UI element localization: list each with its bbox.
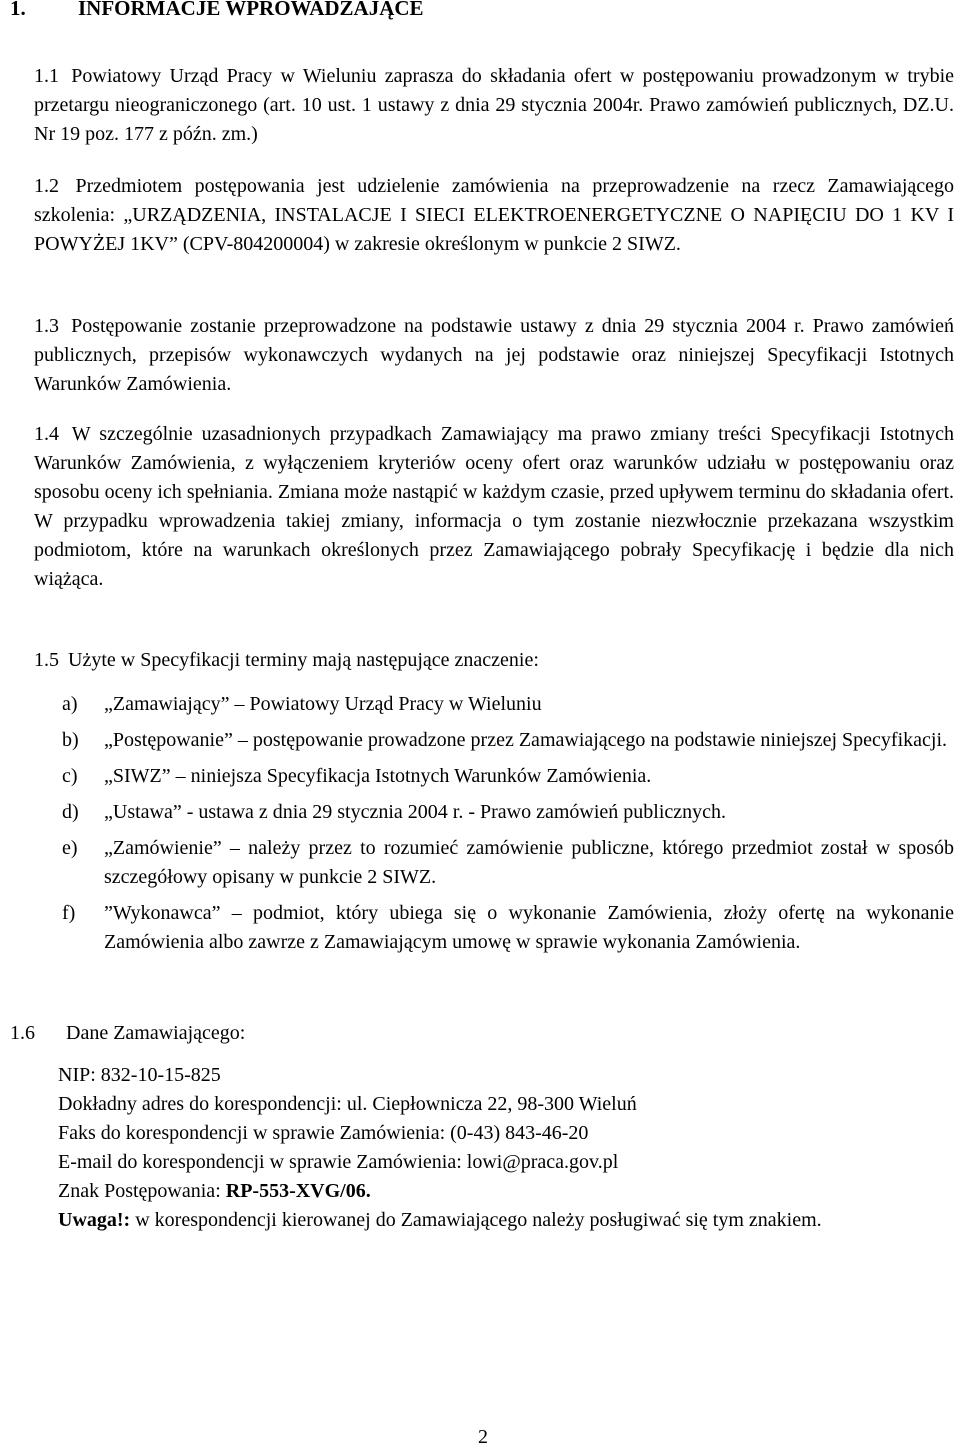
paragraph-text: Powiatowy Urząd Pracy w Wieluniu zaprasza do składania ofert w postępowaniu prowadzonym w trybie przetargu nieograniczonego (art. 10 ust. 1 ustawy z dnia 29 stycznia 2004r. Prawo zamówień publicznych, DZ.U. Nr 19 poz. 177 z późn. zm.): [34, 65, 955, 145]
note-line: [58, 1206, 954, 1235]
page-number: 2: [478, 1426, 488, 1448]
address-line: Dokładny adres do korespondencji: ul. Ciepłownicza 22, 98-300 Wieluń: [58, 1093, 637, 1115]
list-item: [62, 690, 954, 719]
list-item-letter: a): [62, 693, 78, 715]
list-item-text: „Postępowanie” – postępowanie prowadzone przez Zamawiającego na podstawie niniejszej Specyfikacji.: [104, 729, 948, 751]
paragraph-number: 1.3: [34, 315, 59, 337]
paragraph-1-6: [10, 1019, 245, 1048]
list-item: [62, 798, 954, 827]
paragraph-1-4: [34, 420, 954, 594]
list-item-text: „Ustawa” - ustawa z dnia 29 stycznia 2004 r. - Prawo zamówień publicznych.: [104, 801, 727, 823]
paragraph-1-3: [34, 312, 954, 399]
paragraph-number: 1.4: [34, 423, 59, 445]
note-text: w korespondencji kierowanej do Zamawiającego należy posługiwać się tym znakiem.: [130, 1209, 822, 1231]
section-heading: [10, 0, 424, 23]
list-item-letter: c): [62, 765, 78, 787]
list-item-text: „Zamówienie” – należy przez to rozumieć zamówienie publiczne, którego przedmiot został w sposób szczegółowy opisany w punkcie 2 SIWZ.: [104, 837, 954, 888]
heading-title: INFORMACJE WPROWADZAJĄCE: [78, 0, 424, 20]
list-item-letter: e): [62, 837, 78, 859]
list-item-letter: f): [62, 902, 76, 924]
list-item: [62, 834, 954, 892]
list-item: [62, 726, 954, 755]
definitions-list: [62, 690, 954, 964]
list-item: [62, 899, 954, 957]
list-item-text: „SIWZ” – niniejsza Specyfikacja Istotnych Warunków Zamówienia.: [104, 765, 652, 787]
list-item-text: ”Wykonawca” – podmiot, który ubiega się o wykonanie Zamówienia, złoży ofertę na wykonanie Zamówienia albo zawrze z Zamawiającym umowę w sprawie wykonania Zamówienia.: [104, 902, 954, 953]
list-item: [62, 762, 954, 791]
procedure-sign-line: [58, 1177, 954, 1206]
paragraph-number: 1.6: [10, 1022, 35, 1044]
paragraph-text: Przedmiotem postępowania jest udzielenie zamówienia na przeprowadzenie na rzecz Zamawiającego szkolenia: „URZĄDZENIA, INSTALACJE I SIECI ELEKTROENERGETYCZNE O NAPIĘCIU DO 1 KV I POWYŻEJ 1KV” (CPV-804200004) w zakresie określonym w punkcie 2 SIWZ.: [34, 175, 955, 255]
list-item-text: „Zamawiający” – Powiatowy Urząd Pracy w Wieluniu: [104, 693, 542, 715]
procedure-sign-value: RP-553-XVG/06.: [225, 1180, 371, 1202]
paragraph-number: 1.1: [34, 65, 59, 87]
nip-line: NIP: 832-10-15-825: [58, 1064, 221, 1086]
list-item-letter: b): [62, 729, 79, 751]
email-line: E-mail do korespondencji w sprawie Zamówienia: lowi@praca.gov.pl: [58, 1151, 619, 1173]
paragraph-text: Postępowanie zostanie przeprowadzone na podstawie ustawy z dnia 29 stycznia 2004 r. Prawo zamówień publicznych, przepisów wykonawczych wydanych na jej podstawie oraz niniejszej Specyfikacji Istotnych Warunków Zamówienia.: [34, 315, 955, 395]
procedure-sign-label: Znak Postępowania:: [58, 1180, 226, 1202]
paragraph-text: Dane Zamawiającego:: [66, 1022, 246, 1044]
fax-line: Faks do korespondencji w sprawie Zamówienia: (0-43) 843-46-20: [58, 1122, 589, 1144]
paragraph-1-2: [34, 172, 954, 259]
paragraph-1-1: [34, 62, 954, 149]
paragraph-text: W szczególnie uzasadnionych przypadkach Zamawiający ma prawo zmiany treści Specyfikacji Istotnych Warunków Zamówienia, z wyłączeniem kryteriów oceny ofert oraz warunków udziału w postępowaniu oraz sposobu oceny ich spełniania. Zmiana może nastąpić w każdym czasie, przed upływem terminu do składania ofert. W przypadku wprowadzenia takiej zmiany, informacja o tym zostanie niezwłocznie przekazana wszystkim podmiotom, które na warunkach określonych przez Zamawiającego pobrały Specyfikację i będzie dla nich wiążąca.: [34, 423, 954, 590]
paragraph-number: 1.2: [34, 175, 59, 197]
note-label: Uwaga!:: [58, 1209, 131, 1231]
contact-details: [58, 1061, 954, 1235]
paragraph-1-5: [34, 646, 954, 675]
paragraph-text: Użyte w Specyfikacji terminy mają następujące znaczenie:: [68, 649, 539, 671]
paragraph-number: 1.5: [34, 649, 59, 671]
heading-number: 1.: [10, 0, 26, 20]
list-item-letter: d): [62, 801, 79, 823]
